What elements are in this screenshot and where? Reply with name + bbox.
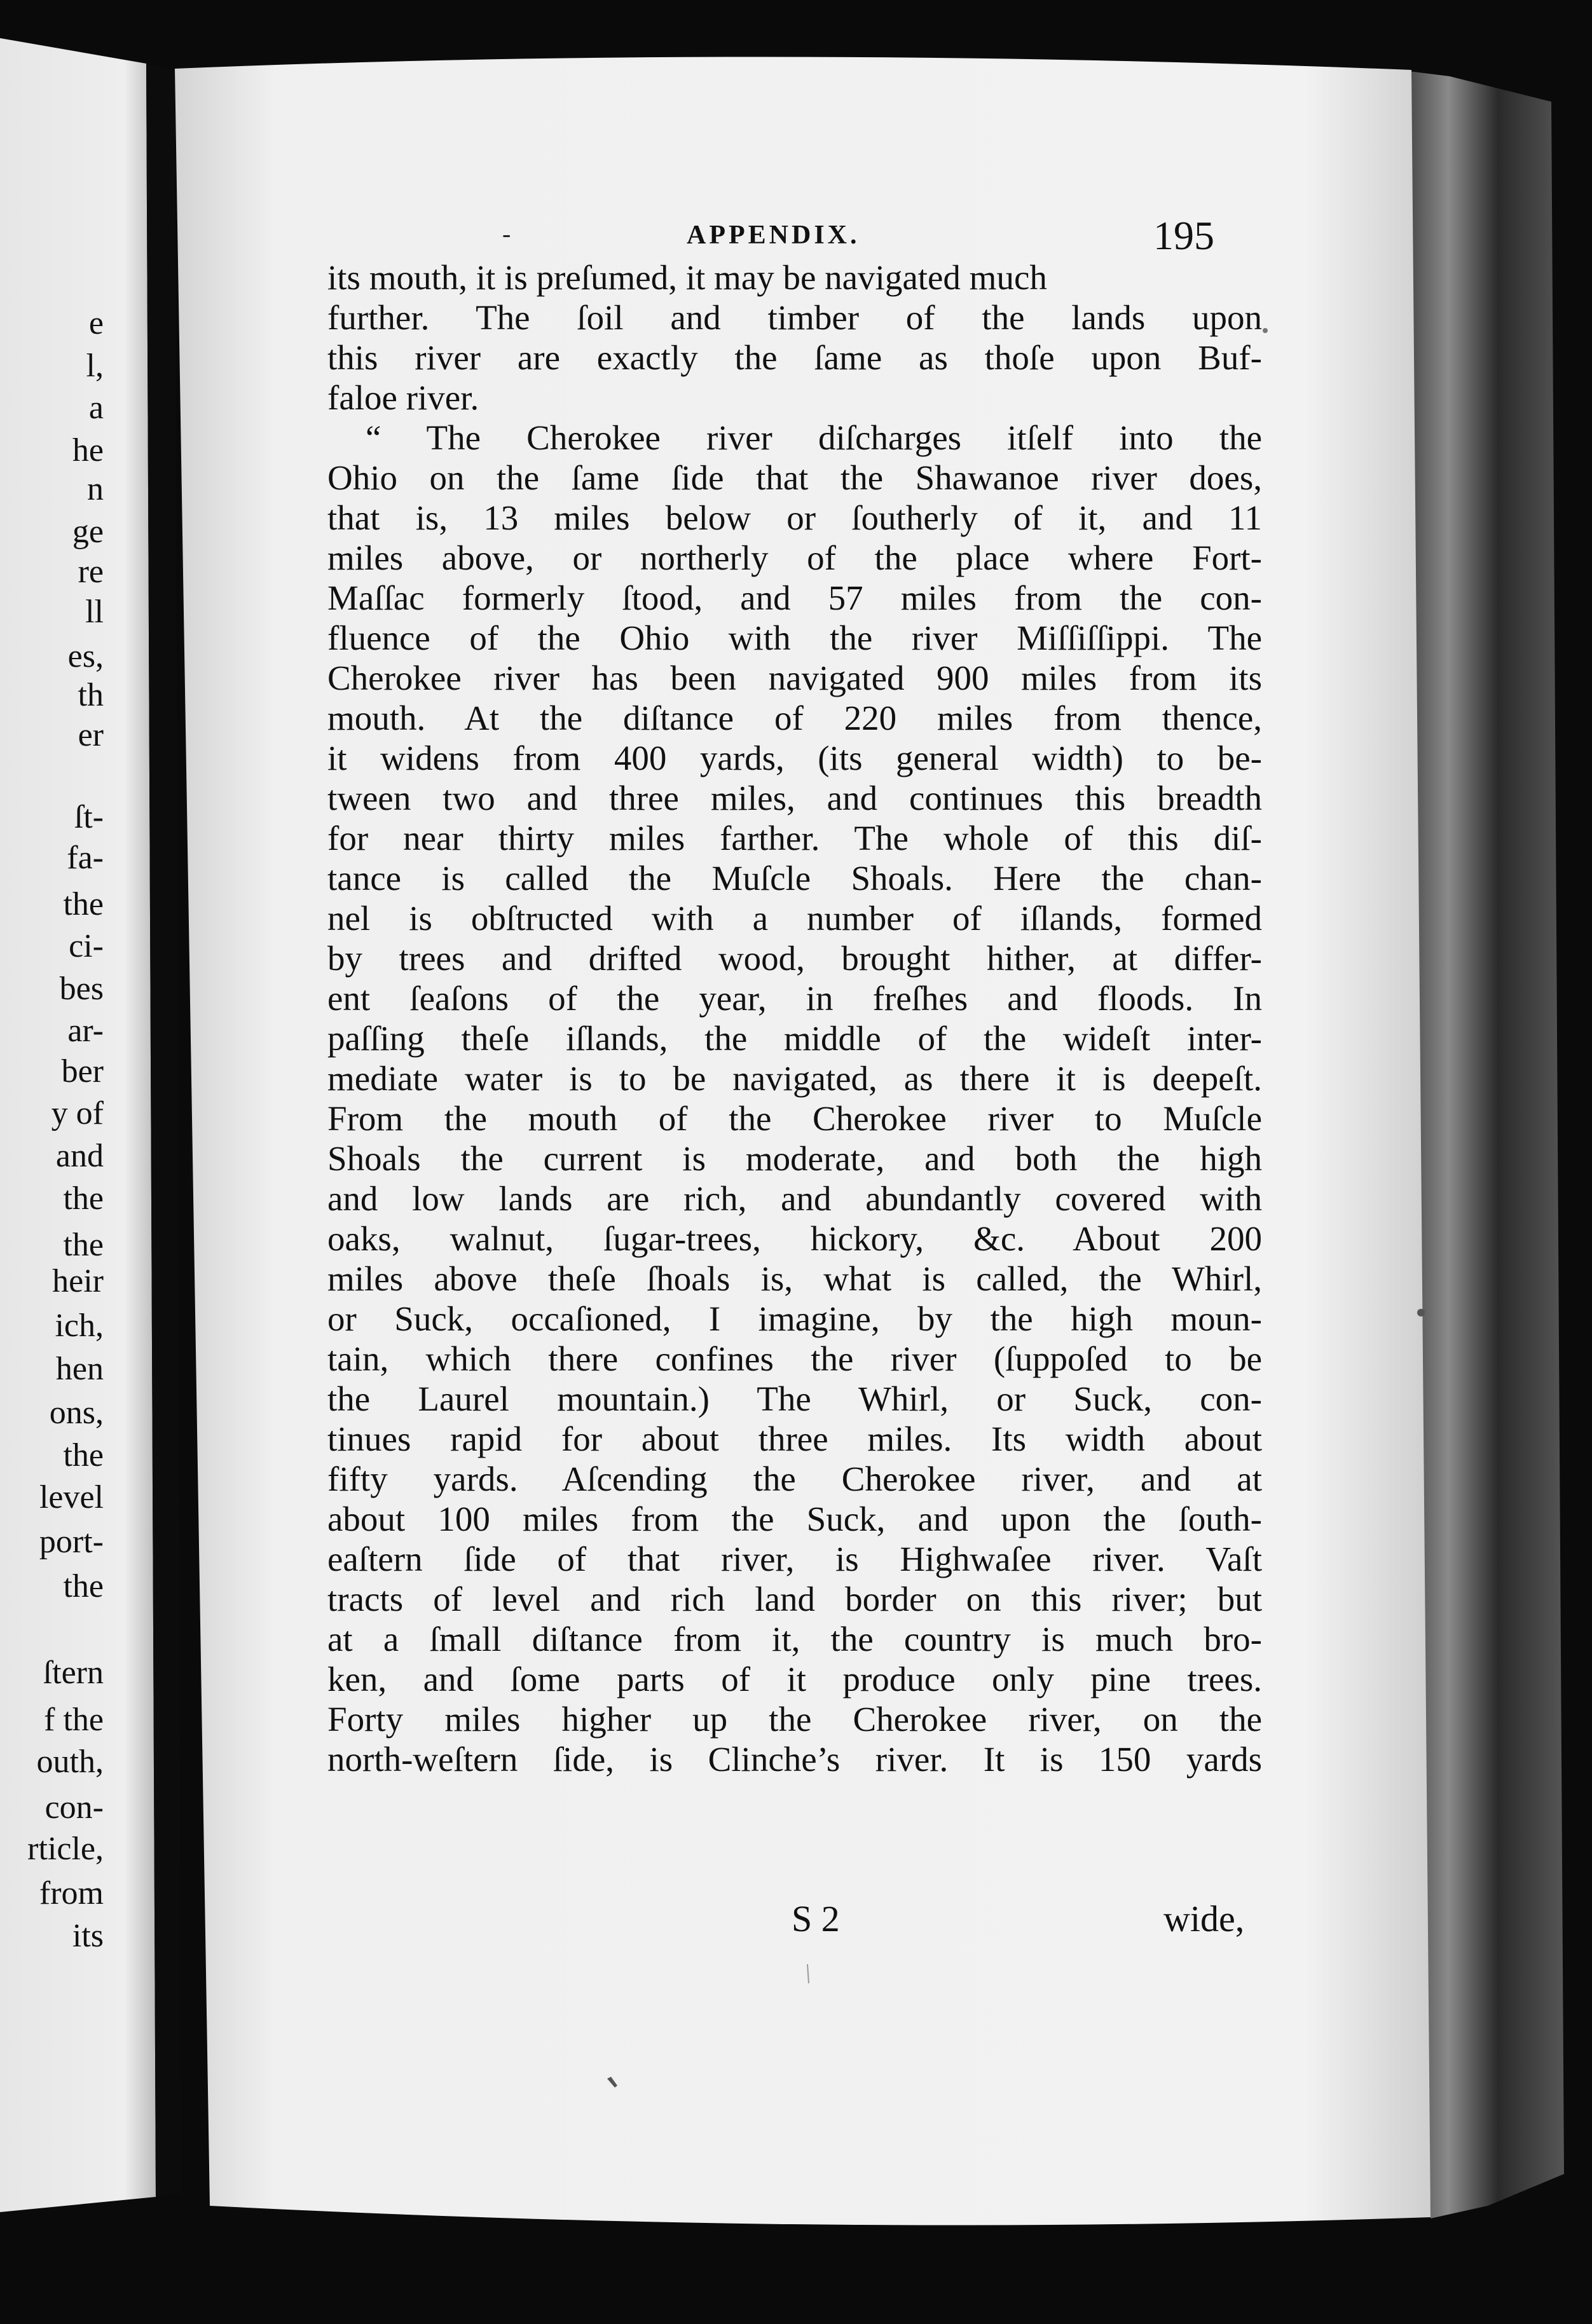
text-line: oaks, walnut, ſugar-trees, hickory, &c. About 200 [327,1219,1262,1258]
left-fragment: er [78,717,104,753]
text-line: tance is called the Muſcle Shoals. Here the chan- [327,859,1262,898]
left-fragment: bes [59,971,104,1007]
text-line: nel is obſtructed with a number of iſlands, formed [327,899,1262,938]
left-fragment: hen [55,1351,104,1387]
text-line: fifty yards. Aſcending the Cherokee river, and at [327,1459,1262,1498]
text-line: by trees and drifted wood, brought hither, at differ- [327,939,1262,978]
text-line: paſſing theſe iſlands, the middle of the wideſt inter- [327,1019,1262,1058]
left-fragment: port- [39,1524,104,1560]
left-fragment: rticle, [27,1831,104,1867]
text-line: fluence of the Ohio with the river Miſſiſſippi. The [327,619,1262,657]
text-line: mouth. At the diſtance of 220 miles from thence, [327,699,1262,737]
left-fragment: re [78,554,104,590]
left-fragment: the [63,886,104,922]
left-fragment: ſt- [74,799,104,835]
text-line: this river are exactly the ſame as thoſe upon Buf- [327,338,1262,377]
text-line: eaſtern ſide of that river, is Highwaſee river. Vaſt [327,1540,1262,1578]
text-line: tween two and three miles, and continues this breadth [327,779,1262,817]
text-line: north-weſtern ſide, is Clinche’s river. It is 150 yards [327,1740,1262,1779]
left-fragment: ber [61,1053,104,1090]
left-fragment: ci- [69,928,104,964]
catchword: wide, [1163,1898,1245,1939]
left-fragment: y of [51,1095,104,1131]
left-fragment: e [88,305,104,341]
left-fragment: fa- [67,840,104,876]
left-fragment: from [39,1875,104,1911]
left-fragment: f the [44,1702,104,1738]
left-fragment: ich, [55,1308,104,1344]
left-fragment: l, [86,348,104,384]
page-number: 195 [1153,213,1214,258]
text-line: miles above theſe ſhoals is, what is called, the Whirl, [327,1259,1262,1298]
left-fragment: ſtern [43,1655,104,1691]
left-fragment: the [63,1437,104,1473]
left-fragment: ge [72,514,104,550]
left-fragment: he [72,432,104,468]
text-line: Cherokee river has been navigated 900 miles from its [327,659,1262,697]
text-line: tracts of level and rich land border on this river; but [327,1580,1262,1618]
text-line: for near thirty miles farther. The whole of this diſ- [327,819,1262,858]
left-fragment: its [72,1918,104,1954]
header-dash: - [502,219,511,248]
running-head: APPENDIX. [687,221,860,250]
text-line: about 100 miles from the Suck, and upon the ſouth- [327,1500,1262,1538]
text-line: at a ſmall diſtance from it, the country is much bro- [327,1620,1262,1658]
text-line: miles above, or northerly of the place where Fort- [327,538,1262,577]
text-line: “ The Cherokee river diſcharges itſelf into the [366,418,1262,457]
page-header [356,212,1227,263]
text-line: ent ſeaſons of the year, in freſhes and floods. In [327,979,1262,1018]
text-line: Ohio on the ſame ſide that the Shawanoe river does, [327,458,1262,497]
text-line: and low lands are rich, and abundantly covered with [327,1179,1262,1218]
text-line: Forty miles higher up the Cherokee river, on the [327,1700,1262,1739]
left-fragment: ar- [67,1013,104,1049]
text-line: Shoals the current is moderate, and both the high [327,1139,1262,1178]
left-fragment: a [88,390,104,426]
text-line: its mouth, it is preſumed, it may be navigated much [327,258,1047,297]
text-line: faloe river. [327,378,479,417]
left-fragment: th [78,677,104,713]
body-text [327,257,1262,1779]
text-line: Maſſac formerly ſtood, and 57 miles from the con- [327,578,1262,617]
text-line: From the mouth of the Cherokee river to Muſcle [327,1099,1262,1138]
left-fragment: es, [67,638,104,674]
left-fragment: heir [52,1263,104,1299]
text-line: it widens from 400 yards, (its general width) to be- [327,739,1262,777]
left-fragment: level [39,1479,104,1515]
text-line: or Suck, occaſioned, I imagine, by the high moun- [327,1299,1262,1338]
left-fragment: the [63,1180,104,1217]
text-line: mediate water is to be navigated, as there it is deepeſt. [327,1059,1262,1098]
left-fragment: outh, [36,1744,104,1780]
text-line: ken, and ſome parts of it produce only pine trees. [327,1660,1262,1699]
text-line: that is, 13 miles below or ſoutherly of it, and 11 [327,498,1262,537]
left-fragment: and [55,1138,104,1174]
left-fragment: con- [45,1789,104,1826]
left-fragment: ons, [49,1395,104,1431]
left-fragment: n [87,471,104,507]
text-line: tain, which there confines the river (ſuppoſed to be [327,1339,1262,1378]
left-fragment: ll [85,594,104,630]
text-line: further. The ſoil and timber of the lands upon [327,298,1262,337]
left-fragment: the [63,1227,104,1263]
signature-mark: S 2 [792,1898,840,1939]
text-line: the Laurel mountain.) The Whirl, or Suck, con- [327,1379,1262,1418]
text-line: tinues rapid for about three miles. Its width about [327,1419,1262,1458]
left-fragment: the [63,1568,104,1604]
